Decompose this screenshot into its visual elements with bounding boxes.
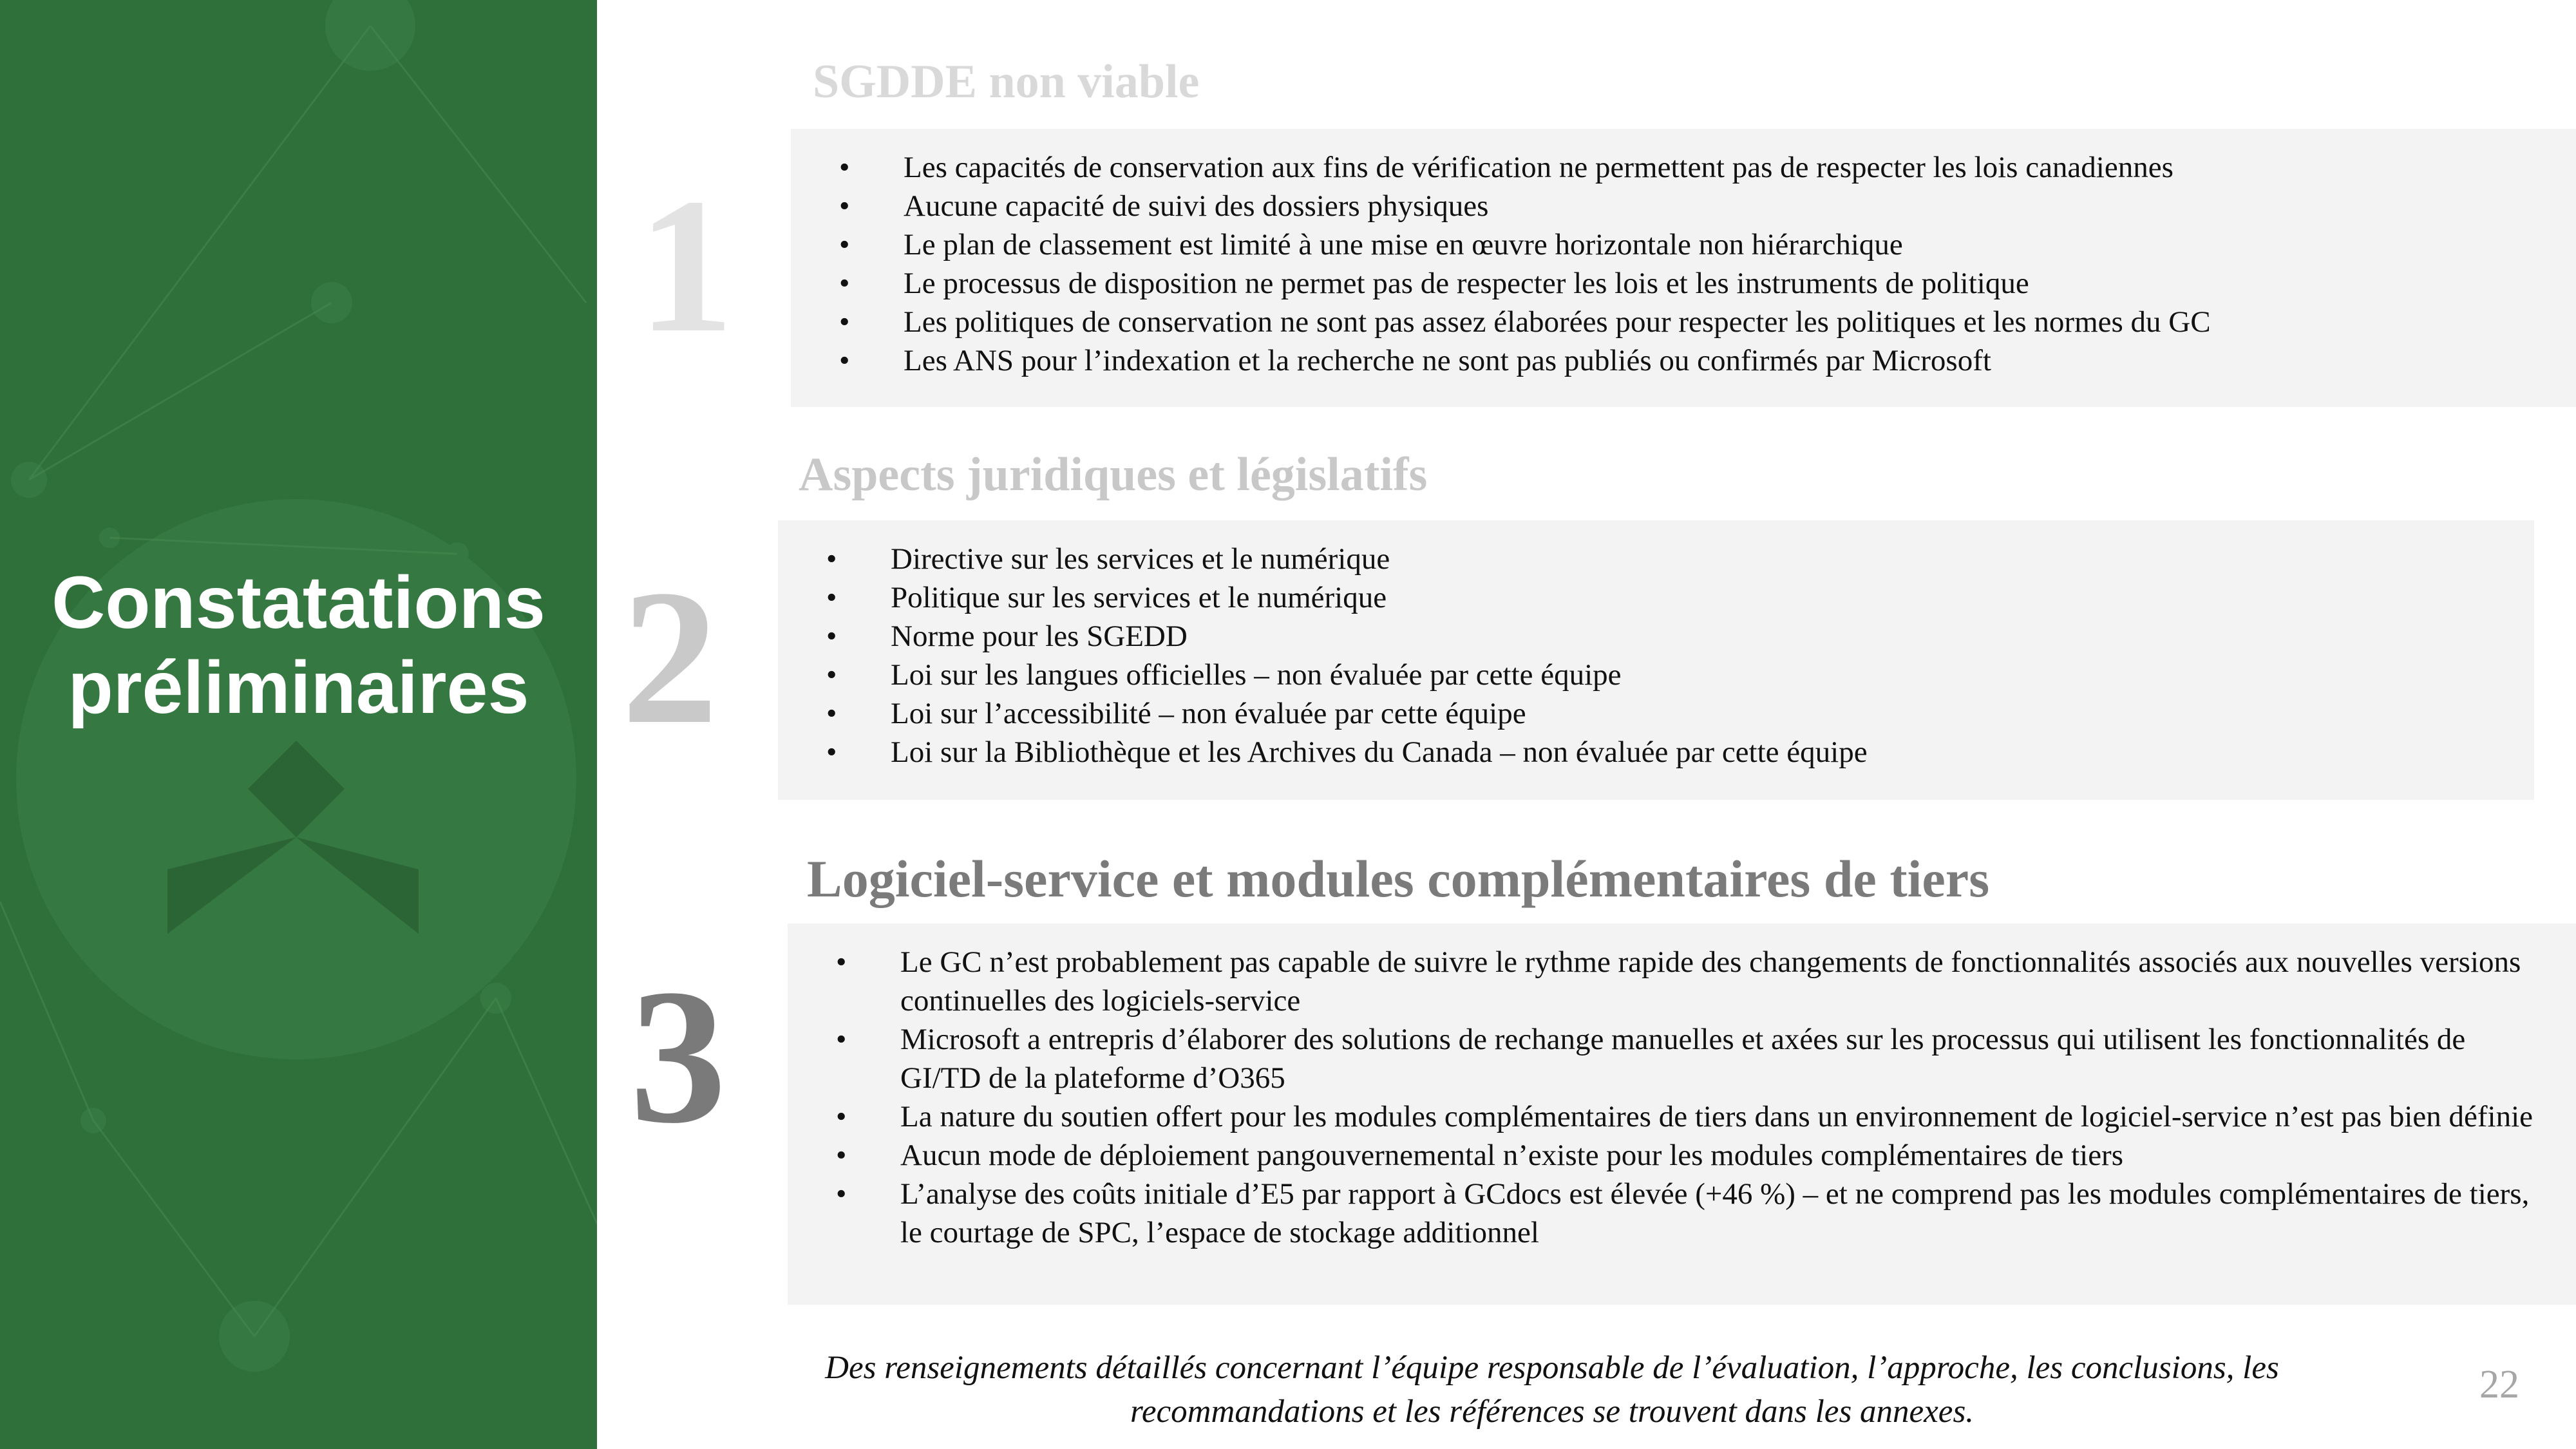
list-item: • Loi sur la Bibliothèque et les Archives du Canada – non évaluée par cette équipe [826,733,2496,772]
list-item: • La nature du soutien offert pour les modules complémentaires de tiers dans un environnement de logiciel-service n’est pas bien définie [836,1097,2544,1136]
section-1-heading: SGDDE non viable [813,55,1200,108]
bullet-icon: • [826,658,837,692]
list-item: • Norme pour les SGEDD [826,617,2496,656]
section-3-list [836,943,2544,1252]
footnote-line2: recommandations et les références se trouvent dans les annexes. [1130,1394,1975,1430]
list-item: • Directive sur les services et le numérique [826,540,2496,578]
list-item: • Le GC n’est probablement pas capable de suivre le rythme rapide des changements de fonctionnalités associés aux nouvelles versions continuelles des logiciels-service [836,943,2544,1020]
section-3-box [788,923,2576,1305]
bullet-icon: • [839,344,850,377]
sidebar-panel [0,0,597,1449]
sidebar-title-line2: préliminaires [68,647,529,729]
section-1-number: 1 [638,158,734,372]
section-2-list [826,540,2496,772]
list-item: • L’analyse des coûts initiale d’E5 par rapport à GCdocs est élevée (+46 %) – et ne comprend pas les modules complémentaires de tiers, le courtage de SPC, l’espace de stockage additionnel [836,1175,2544,1252]
section-2-number: 2 [621,550,718,764]
bullet-icon: • [839,267,850,300]
section-1-list [839,148,2537,380]
bullet-icon: • [826,542,837,576]
bullet-icon: • [836,945,847,979]
list-item: • Aucune capacité de suivi des dossiers physiques [839,187,2537,225]
bullet-icon: • [826,581,837,614]
list-item: • Le plan de classement est limité à une mise en œuvre horizontale non hiérarchique [839,225,2537,264]
section-2-box [778,520,2534,800]
list-item: • Le processus de disposition ne permet pas de respecter les lois et les instruments de politique [839,264,2537,303]
sidebar-title [0,560,597,730]
bullet-icon: • [836,1100,847,1133]
list-item: • Politique sur les services et le numérique [826,578,2496,617]
sidebar-title-line1: Constatations [52,562,545,644]
list-item: • Les ANS pour l’indexation et la recherche ne sont pas publiés ou confirmés par Microsoft [839,341,2537,380]
footnote [728,1346,2376,1434]
bullet-icon: • [836,1139,847,1172]
bullet-icon: • [839,228,850,261]
bullet-icon: • [839,151,850,184]
list-item: • Microsoft a entrepris d’élaborer des solutions de rechange manuelles et axées sur les processus qui utilisent les fonctionnalités de GI/TD de la plateforme d’O365 [836,1020,2544,1097]
section-2-heading: Aspects juridiques et législatifs [799,448,1428,501]
bullet-icon: • [836,1023,847,1056]
bullet-icon: • [826,697,837,730]
bullet-icon: • [839,189,850,223]
list-item: • Les politiques de conservation ne sont pas assez élaborées pour respecter les politiques et les normes du GC [839,303,2537,341]
bullet-icon: • [826,735,837,769]
list-item: • Loi sur l’accessibilité – non évaluée par cette équipe [826,694,2496,733]
footnote-line1: Des renseignements détaillés concernant l’équipe responsable de l’évaluation, l’approche, les conclusions, les [825,1350,2279,1386]
bullet-icon: • [839,305,850,339]
bullet-icon: • [826,620,837,653]
section-3-heading: Logiciel-service et modules complémentaires de tiers [807,849,1990,908]
list-item: • Loi sur les langues officielles – non évaluée par cette équipe [826,656,2496,694]
list-item: • Les capacités de conservation aux fins de vérification ne permettent pas de respecter les lois canadiennes [839,148,2537,187]
section-1-box [791,129,2576,407]
page-number: 22 [2479,1363,2519,1406]
section-3-number: 3 [630,949,726,1163]
list-item: • Aucun mode de déploiement pangouvernemental n’existe pour les modules complémentaires de tiers [836,1136,2544,1175]
bullet-icon: • [836,1177,847,1211]
